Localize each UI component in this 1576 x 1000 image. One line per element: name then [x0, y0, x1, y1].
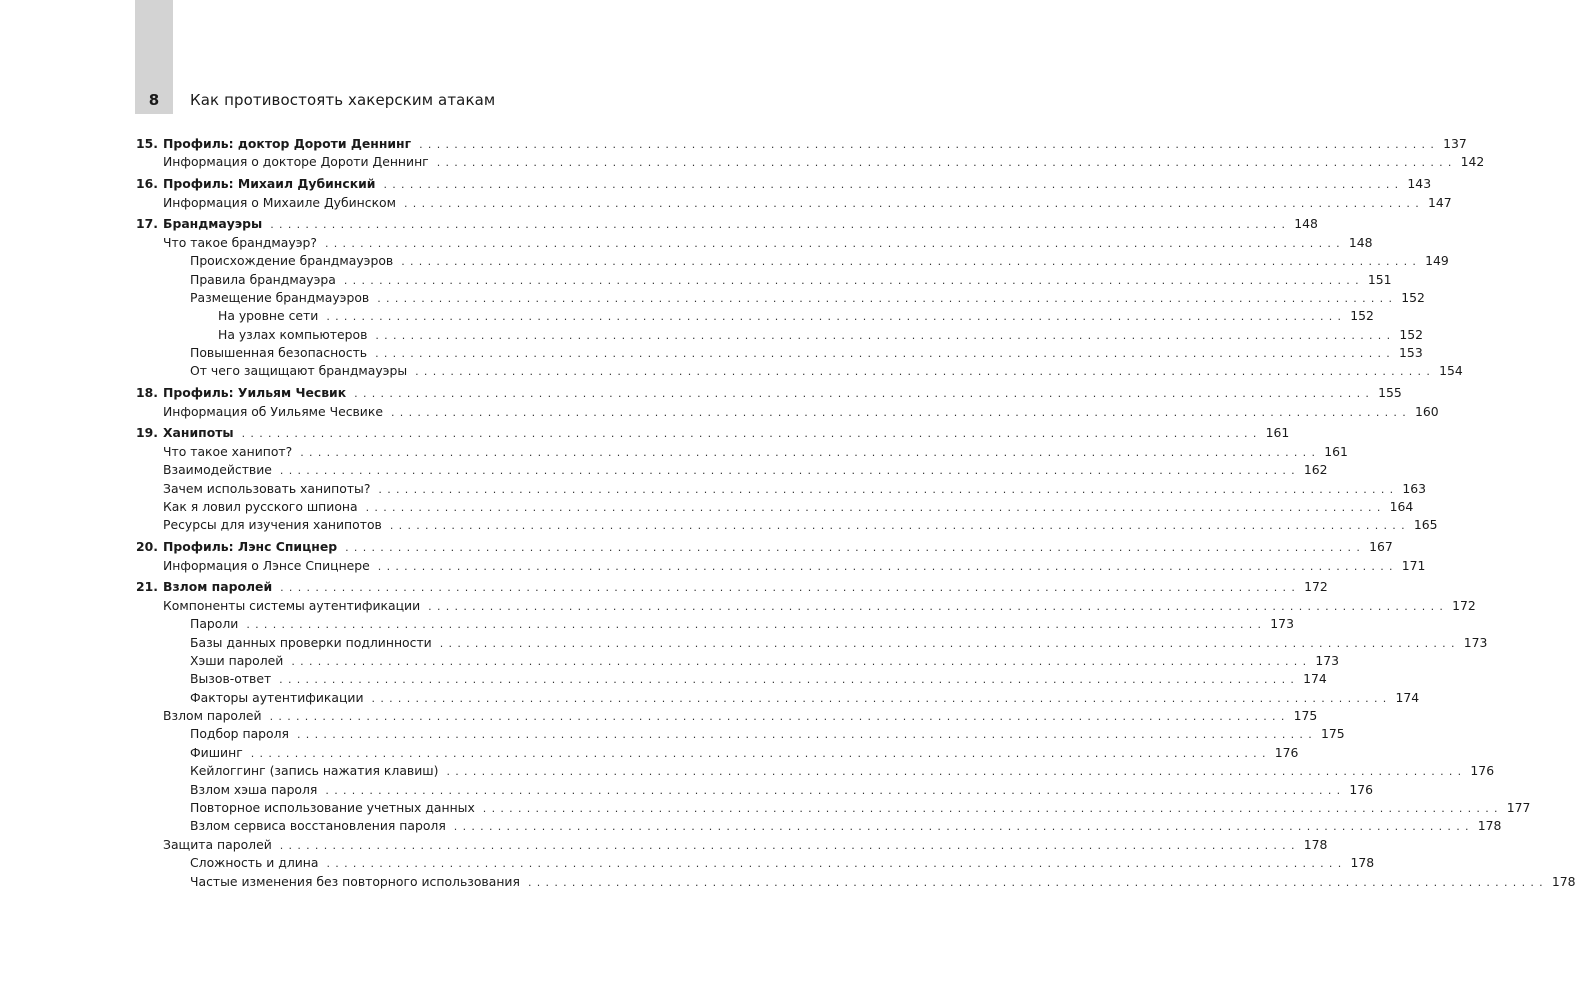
toc-entry-body [163, 175, 1432, 194]
toc-page-number: 172 [1452, 597, 1476, 613]
toc-dot-leader [354, 385, 1370, 403]
toc-dot-leader [372, 690, 1388, 708]
toc-entry-body [190, 873, 1576, 892]
toc-entry-row [136, 744, 1299, 762]
toc-dot-leader [325, 235, 1341, 253]
toc-entry-row [136, 615, 1294, 633]
toc-entry-title: Сложность и длина [190, 855, 319, 871]
toc-page-number: 176 [1349, 781, 1374, 797]
toc-page-number: 174 [1395, 689, 1420, 705]
toc-dot-leader [528, 874, 1544, 892]
toc-dot-leader [390, 517, 1406, 535]
toc-entry-row [136, 344, 1423, 362]
toc-chapter-number: 19. [136, 425, 158, 441]
toc-entry-body [190, 670, 1327, 689]
toc-chapter-number: 17. [136, 216, 158, 232]
toc-dot-leader [325, 782, 1341, 800]
toc-page-number: 174 [1303, 671, 1327, 687]
toc-page-number: 154 [1439, 363, 1463, 379]
toc-chapter-number: 20. [136, 539, 158, 555]
toc-page-number: 143 [1407, 176, 1432, 192]
toc-entry-body [190, 252, 1449, 271]
toc-chapter-row [136, 384, 1402, 402]
toc-entry-title: Что такое брандмауэр? [163, 234, 317, 250]
toc-entry-title: Профиль: Михаил Дубинский [163, 176, 376, 192]
toc-page-number: 171 [1401, 557, 1426, 573]
toc-chapter-number: 16. [136, 176, 158, 192]
toc-page-number: 173 [1463, 634, 1488, 650]
toc-entry-body [163, 215, 1318, 234]
toc-entry-title: На уровне сети [218, 308, 319, 324]
toc-entry-body [163, 516, 1438, 535]
toc-page-number: 178 [1303, 836, 1328, 852]
toc-dot-leader [327, 855, 1343, 873]
toc-entry-row [136, 652, 1339, 670]
toc-page-number: 162 [1303, 462, 1328, 478]
toc-page-number: 175 [1293, 708, 1318, 724]
toc-entry-body [163, 707, 1318, 726]
toc-entry-title: Профиль: Лэнс Спицнер [163, 539, 338, 555]
toc-entry-row [136, 781, 1374, 799]
toc-entry-row [136, 403, 1439, 421]
toc-entry-title: Брандмауэры [163, 216, 263, 232]
table-of-contents [136, 135, 1576, 891]
toc-page-number: 167 [1369, 539, 1393, 555]
toc-dot-leader [391, 404, 1407, 422]
toc-entry-title: Информация об Уильяме Чесвике [163, 403, 383, 419]
toc-entry-body [163, 578, 1328, 597]
toc-page-number: 178 [1350, 855, 1375, 871]
toc-page-number: 142 [1460, 154, 1485, 170]
toc-page-number: 160 [1414, 403, 1439, 419]
toc-entry-row [136, 271, 1392, 289]
toc-entry-row [136, 689, 1420, 707]
toc-page-number: 178 [1477, 818, 1502, 834]
toc-entry-title: Взлом паролей [163, 708, 262, 724]
toc-chapter-number: 21. [136, 579, 158, 595]
toc-entry-title: Хэши паролей [190, 652, 284, 668]
toc-entry-title: Ресурсы для изучения ханипотов [163, 517, 382, 533]
toc-entry-title: Что такое ханипот? [163, 443, 293, 459]
toc-entry-body [163, 135, 1467, 154]
toc-entry-row [136, 443, 1348, 461]
toc-entry-body [163, 597, 1476, 616]
toc-entry-body [218, 307, 1374, 326]
toc-dot-leader [404, 195, 1420, 213]
toc-page-number: 147 [1427, 194, 1452, 210]
toc-page-number: 178 [1551, 873, 1576, 889]
toc-dot-leader [437, 154, 1453, 172]
toc-entry-body [163, 194, 1452, 213]
toc-entry-title: Повышенная безопасность [190, 345, 368, 361]
toc-entry-title: Происхождение брандмауэров [190, 253, 394, 269]
toc-entry-row [136, 670, 1327, 688]
toc-entry-title: Повторное использование учетных данных [190, 800, 475, 816]
toc-entry-body [190, 817, 1502, 836]
toc-entry-body [190, 271, 1392, 290]
toc-page-number: 137 [1443, 136, 1467, 151]
toc-entry-row [136, 234, 1373, 252]
toc-dot-leader [415, 363, 1431, 381]
toc-page-number: 175 [1320, 726, 1345, 742]
toc-entry-row [136, 362, 1463, 380]
toc-page-number: 164 [1389, 498, 1414, 514]
toc-dot-leader [454, 818, 1470, 836]
toc-page-number: 153 [1399, 345, 1423, 361]
toc-entry-body [163, 498, 1414, 517]
toc-dot-leader [291, 653, 1307, 671]
toc-page-number: 155 [1378, 385, 1402, 401]
toc-entry-title: Размещение брандмауэров [190, 289, 370, 305]
toc-chapter-row [136, 578, 1328, 596]
toc-entry-title: Информация о докторе Дороти Деннинг [163, 154, 429, 170]
toc-dot-leader [251, 745, 1267, 763]
toc-dot-leader [366, 499, 1382, 517]
toc-entry-title: От чего защищают брандмауэры [190, 363, 408, 379]
toc-entry-body [190, 615, 1294, 634]
toc-entry-row [136, 725, 1345, 743]
toc-dot-leader [401, 253, 1417, 271]
toc-entry-body [163, 480, 1427, 499]
toc-chapter-row [136, 135, 1467, 153]
toc-dot-leader [428, 598, 1444, 616]
toc-entry-body [218, 326, 1423, 345]
toc-page-number: 151 [1367, 271, 1392, 287]
toc-entry-row [136, 557, 1426, 575]
toc-entry-body [190, 652, 1339, 671]
toc-entry-title: Компоненты системы аутентификации [163, 597, 421, 613]
toc-dot-leader [246, 616, 1262, 634]
toc-entry-title: Информация о Лэнсе Спицнере [163, 557, 370, 573]
toc-entry-title: Как я ловил русского шпиона [163, 498, 358, 514]
toc-dot-leader [344, 272, 1360, 290]
toc-entry-row [136, 461, 1328, 479]
toc-page-number: 163 [1402, 480, 1427, 496]
toc-dot-leader [375, 327, 1391, 345]
toc-entry-body [190, 289, 1425, 308]
toc-entry-title: Ханипоты [163, 425, 234, 441]
toc-entry-title: Частые изменения без повторного использования [190, 873, 520, 889]
toc-chapter-row [136, 175, 1432, 193]
toc-dot-leader [270, 708, 1286, 726]
toc-entry-row [136, 289, 1425, 307]
toc-entry-title: Зачем использовать ханипоты? [163, 480, 371, 496]
toc-entry-title: Базы данных проверки подлинности [190, 634, 432, 650]
toc-entry-title: Профиль: Уильям Чесвик [163, 385, 347, 401]
toc-page-number: 165 [1413, 517, 1438, 533]
toc-entry-body [163, 557, 1426, 576]
toc-dot-leader [280, 837, 1296, 855]
toc-entry-row [136, 516, 1438, 534]
toc-entry-row [136, 634, 1488, 652]
toc-entry-body [163, 384, 1402, 403]
toc-entry-title: Информация о Михаиле Дубинском [163, 194, 396, 210]
toc-entry-body [190, 854, 1375, 873]
toc-entry-row [136, 326, 1423, 344]
toc-page-number: 173 [1315, 652, 1339, 668]
toc-page-number: 148 [1348, 234, 1373, 250]
toc-entry-row [136, 873, 1576, 891]
toc-entry-row [136, 307, 1374, 325]
toc-entry-row [136, 836, 1328, 854]
toc-entry-body [190, 689, 1420, 708]
toc-dot-leader [300, 444, 1316, 462]
toc-entry-title: Взлом паролей [163, 579, 273, 595]
toc-entry-row [136, 799, 1531, 817]
toc-dot-leader [383, 176, 1399, 194]
toc-page-number: 172 [1304, 579, 1328, 595]
toc-entry-body [163, 424, 1290, 443]
toc-entry-body [190, 799, 1531, 818]
toc-entry-title: Взлом хэша пароля [190, 781, 318, 797]
toc-entry-title: Вызов-ответ [190, 671, 272, 687]
toc-entry-body [190, 362, 1463, 381]
toc-entry-title: Кейлоггинг (запись нажатия клавиш) [190, 763, 439, 779]
toc-entry-title: Профиль: доктор Дороти Деннинг [163, 136, 412, 151]
toc-page-number: 173 [1270, 616, 1294, 632]
toc-page-number: 149 [1425, 253, 1449, 269]
toc-dot-leader [377, 290, 1393, 308]
toc-dot-leader [375, 345, 1391, 363]
toc-entry-row [136, 707, 1318, 725]
toc-page-number: 148 [1294, 216, 1318, 232]
toc-entry-body [190, 725, 1345, 744]
page-number: 8 [148, 91, 160, 109]
toc-entry-body [163, 153, 1485, 172]
toc-dot-leader [440, 635, 1456, 653]
toc-entry-title: Пароли [190, 616, 239, 632]
toc-chapter-row [136, 538, 1393, 556]
toc-dot-leader [279, 671, 1295, 689]
toc-entry-body [163, 443, 1348, 462]
toc-dot-leader [270, 216, 1286, 234]
toc-dot-leader [446, 763, 1462, 781]
toc-dot-leader [280, 462, 1296, 480]
toc-entry-title: Защита паролей [163, 836, 272, 852]
toc-dot-leader [378, 481, 1394, 499]
toc-page-number: 161 [1324, 443, 1348, 459]
toc-entry-title: Взаимодействие [163, 462, 272, 478]
toc-entry-row [136, 498, 1414, 516]
toc-dot-leader [242, 425, 1258, 443]
toc-page-number: 161 [1265, 425, 1290, 441]
toc-entry-body [163, 461, 1328, 480]
toc-dot-leader [378, 558, 1394, 576]
toc-dot-leader [297, 726, 1313, 744]
toc-page-number: 152 [1401, 289, 1425, 305]
running-title: Как противостоять хакерским атакам [190, 91, 496, 109]
toc-entry-body [190, 634, 1488, 653]
toc-entry-row [136, 597, 1476, 615]
toc-entry-body [190, 744, 1299, 763]
toc-page-number: 176 [1470, 763, 1495, 779]
toc-entry-title: Факторы аутентификации [190, 689, 364, 705]
toc-page-number: 176 [1274, 744, 1299, 760]
toc-entry-row [136, 252, 1449, 270]
toc-entry-title: На узлах компьютеров [218, 326, 368, 342]
toc-entry-body [190, 762, 1495, 781]
toc-entry-row [136, 480, 1427, 498]
toc-entry-row [136, 194, 1452, 212]
toc-entry-body [163, 403, 1439, 422]
toc-chapter-number: 18. [136, 385, 158, 401]
toc-page-number: 152 [1399, 326, 1423, 342]
toc-entry-body [163, 836, 1328, 855]
toc-dot-leader [419, 136, 1435, 154]
toc-dot-leader [326, 308, 1342, 326]
toc-chapter-number: 15. [136, 136, 158, 151]
toc-page-number: 177 [1506, 800, 1531, 816]
toc-dot-leader [345, 539, 1361, 557]
toc-entry-row [136, 762, 1495, 780]
toc-entry-row [136, 153, 1485, 171]
toc-entry-body [163, 538, 1393, 557]
toc-dot-leader [280, 579, 1296, 597]
toc-entry-body [190, 781, 1374, 800]
toc-entry-row [136, 817, 1502, 835]
toc-dot-leader [483, 800, 1499, 818]
toc-chapter-row [136, 215, 1318, 233]
toc-entry-body [163, 234, 1373, 253]
toc-entry-title: Взлом сервиса восстановления пароля [190, 818, 446, 834]
toc-entry-title: Подбор пароля [190, 726, 290, 742]
toc-entry-body [190, 344, 1423, 363]
toc-entry-title: Правила брандмауэра [190, 271, 336, 287]
toc-chapter-row [136, 424, 1290, 442]
toc-entry-title: Фишинг [190, 744, 243, 760]
toc-entry-row [136, 854, 1375, 872]
toc-page-number: 152 [1350, 308, 1374, 324]
